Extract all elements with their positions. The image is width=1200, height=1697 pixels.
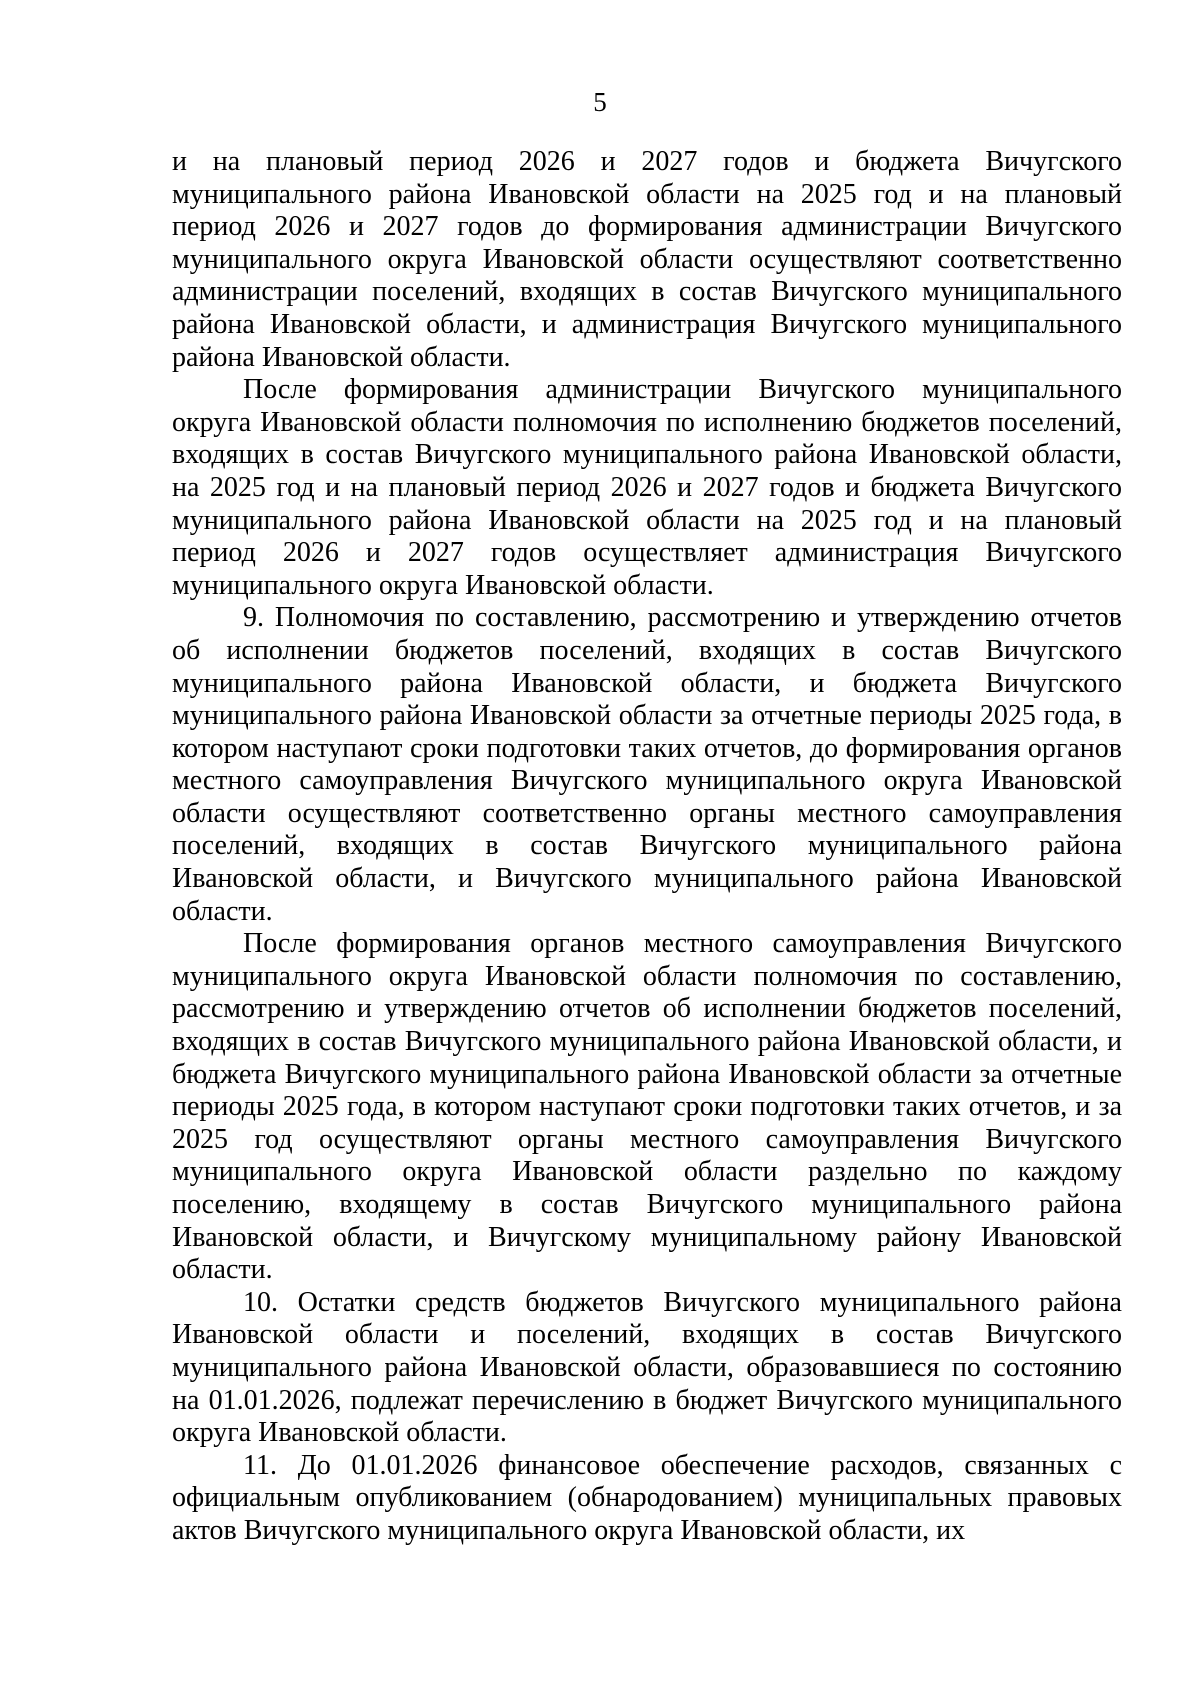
paragraph-item-9: 9. Полномочия по составлению, рассмотрению и утверждению отчетов об исполнении бюджетов поселений, входящих в состав Вичугского муниципального района Ивановской области, и бюджета Вичугского муниципального района Ивановской области за отчетные периоды 2025 года, в котором наступают сроки подготовки таких отчетов, до формирования органов местного самоуправления Вичугского муниципального округа Ивановской области осуществляют соответственно органы местного самоуправления поселений, входящих в состав Вичугского муниципального района Ивановской области, и Вичугского муниципального района Ивановской области. [172, 602, 1122, 927]
page-number: 5 [593, 87, 607, 117]
document-body [172, 146, 1122, 1548]
paragraph-item-11: 11. До 01.01.2026 финансовое обеспечение расходов, связанных с официальным опубликованием (обнародованием) муниципальных правовых актов Вичугского муниципального округа Ивановской области, их [172, 1449, 1122, 1546]
paragraph-administration-formation: После формирования администрации Вичугского муниципального округа Ивановской области полномочия по исполнению бюджетов поселений, входящих в состав Вичугского муниципального района Ивановской области, на 2025 год и на плановый период 2026 и 2027 годов и бюджета Вичугского муниципального района Ивановской области на 2025 год и на плановый период 2026 и 2027 годов осуществляет администрация Вичугского муниципального округа Ивановской области. [172, 374, 1122, 601]
paragraph-item-10: 10. Остатки средств бюджетов Вичугского муниципального района Ивановской области и поселений, входящих в состав Вичугского муниципального района Ивановской области, образовавшиеся по состоянию на 01.01.2026, подлежат перечислению в бюджет Вичугского муниципального округа Ивановской области. [172, 1286, 1122, 1449]
paragraph-continuation: и на плановый период 2026 и 2027 годов и бюджета Вичугского муниципального района Ивановской области на 2025 год и на плановый период 2026 и 2027 годов до формирования администрации Вичугского муниципального округа Ивановской области осуществляют соответственно администрации поселений, входящих в состав Вичугского муниципального района Ивановской области, и администрация Вичугского муниципального района Ивановской области. [172, 146, 1122, 373]
paragraph-local-government-formation: После формирования органов местного самоуправления Вичугского муниципального округа Ивановской области полномочия по составлению, рассмотрению и утверждению отчетов об исполнении бюджетов поселений, входящих в состав Вичугского муниципального района Ивановской области, и бюджета Вичугского муниципального района Ивановской области за отчетные периоды 2025 года, в котором наступают сроки подготовки таких отчетов, и за 2025 год осуществляют органы местного самоуправления Вичугского муниципального округа Ивановской области раздельно по каждому поселению, входящему в состав Вичугского муниципального района Ивановской области, и Вичугскому муниципальному району Ивановской области. [172, 928, 1122, 1286]
